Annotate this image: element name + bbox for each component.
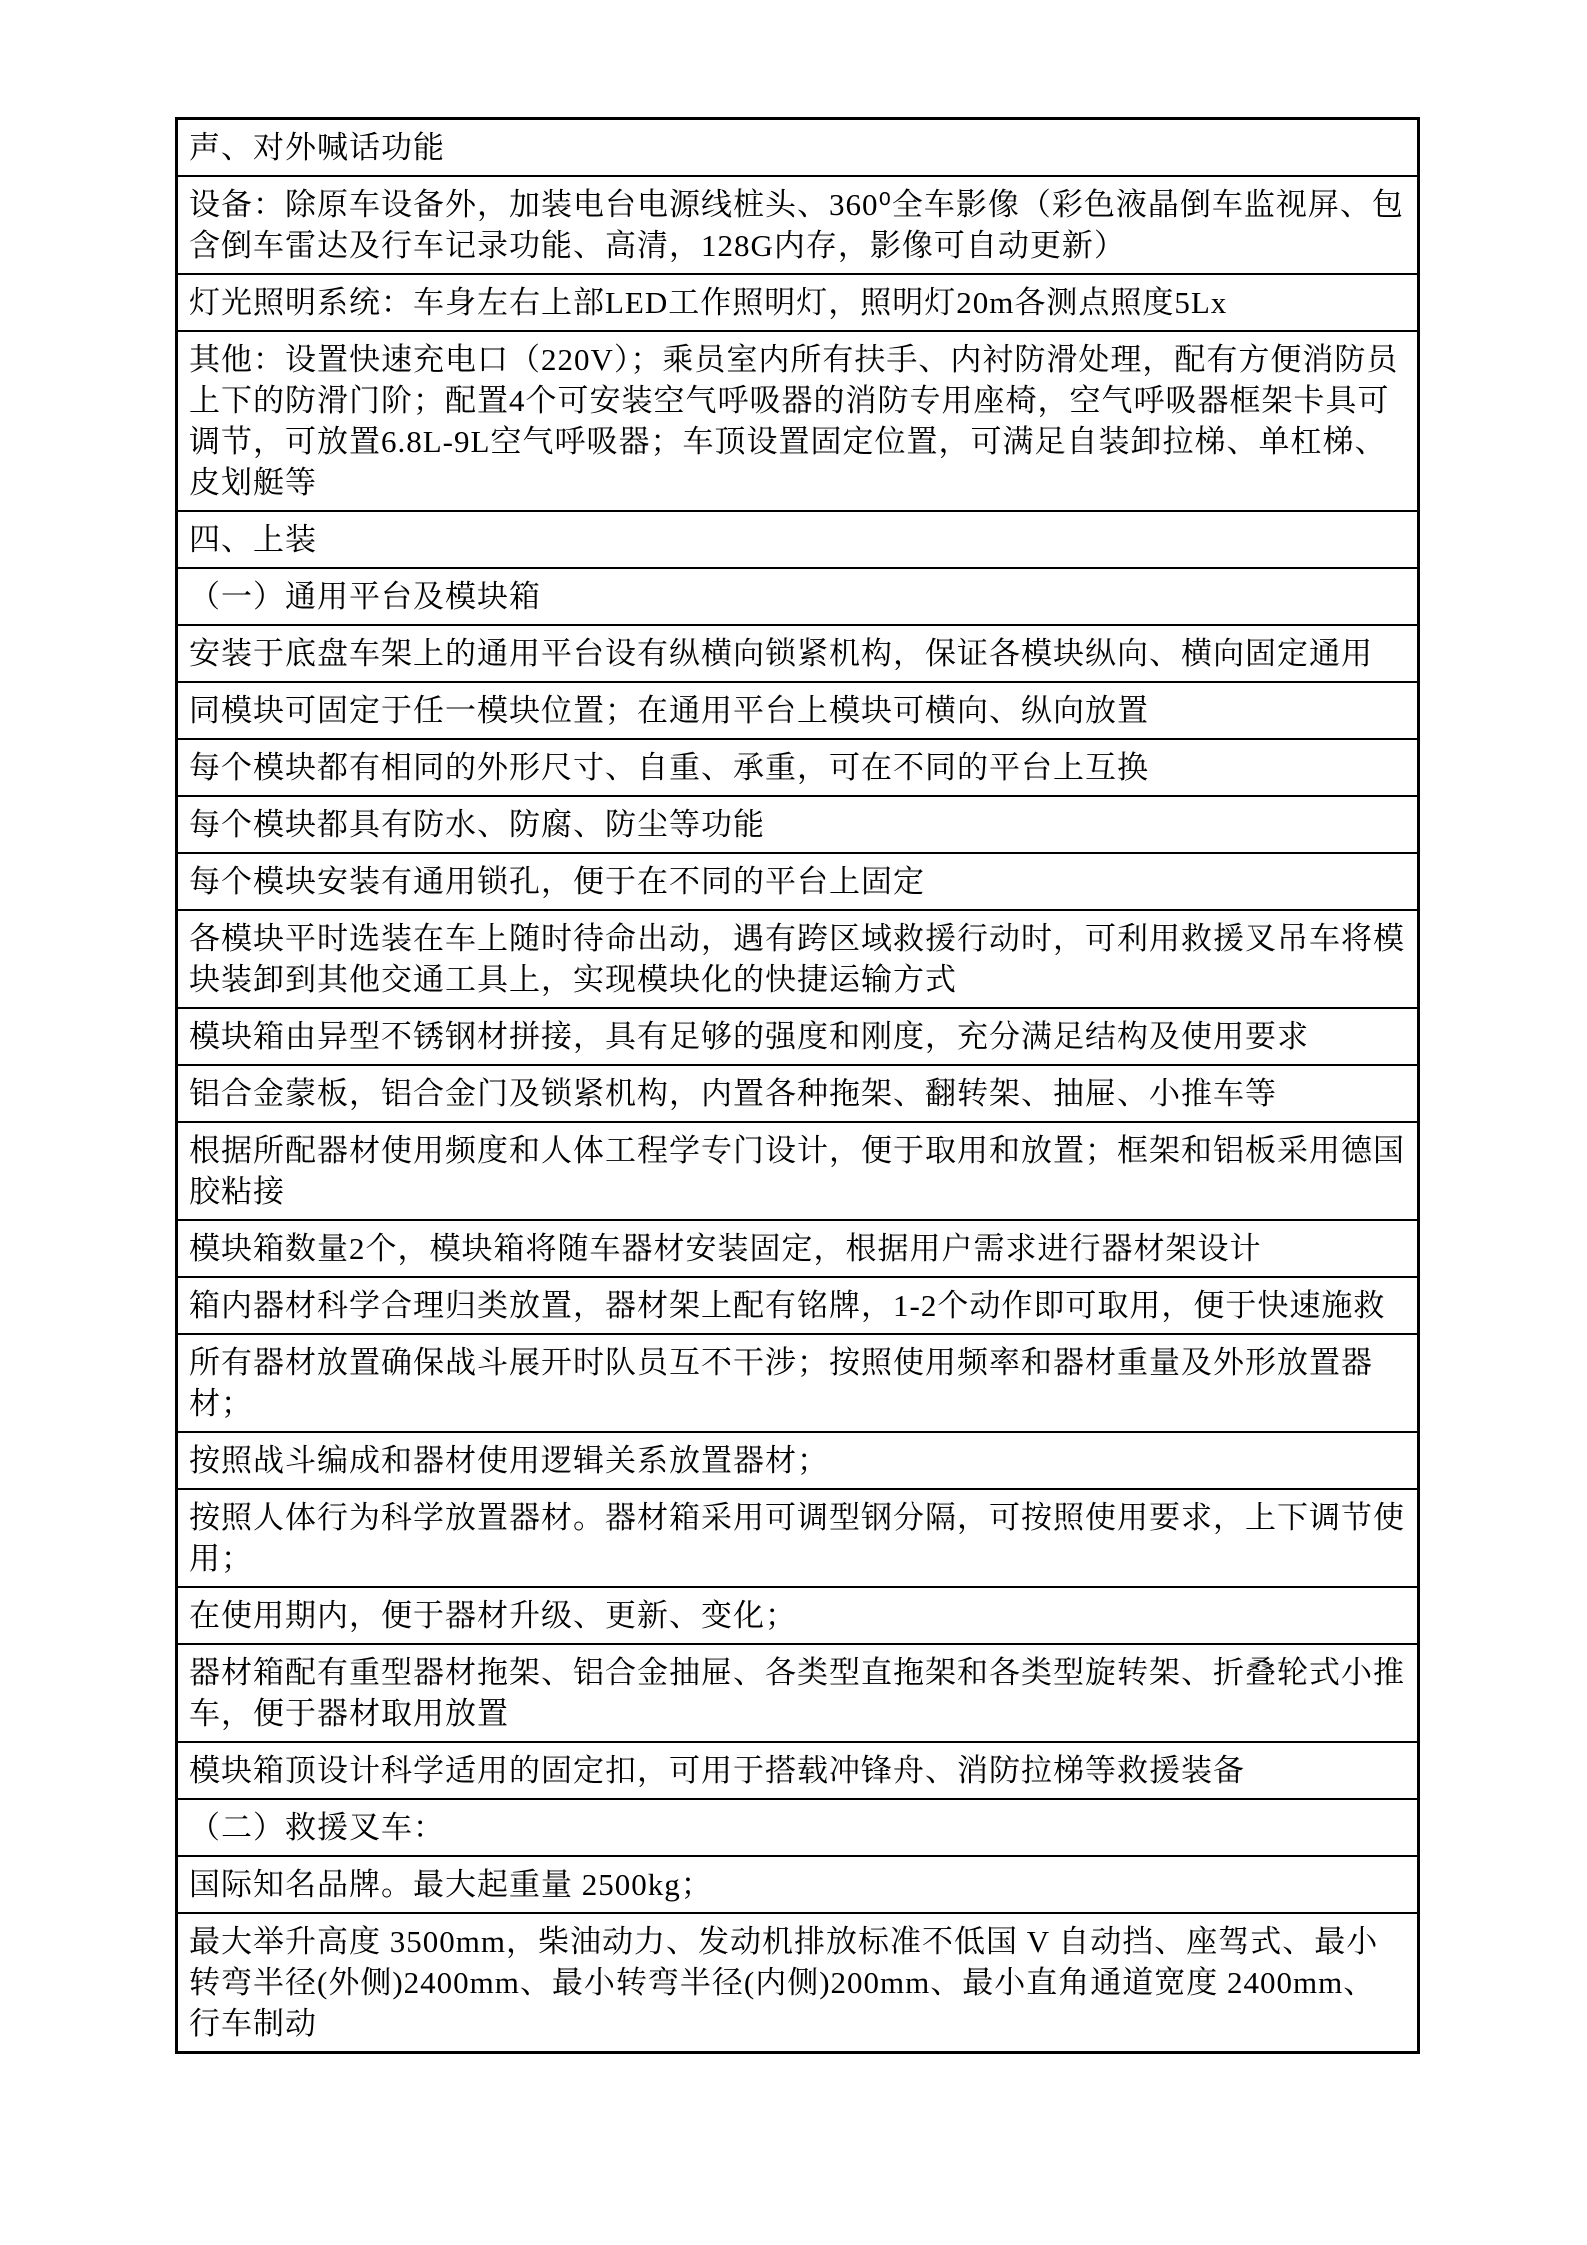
table-row: 铝合金蒙板，铝合金门及锁紧机构，内置各种拖架、翻转架、抽屉、小推车等 — [178, 1064, 1417, 1121]
table-row: 在使用期内，便于器材升级、更新、变化； — [178, 1586, 1417, 1643]
table-row: 按照人体行为科学放置器材。器材箱采用可调型钢分隔，可按照使用要求，上下调节使用； — [178, 1488, 1417, 1586]
table-row: 所有器材放置确保战斗展开时队员互不干涉；按照使用频率和器材重量及外形放置器材； — [178, 1333, 1417, 1431]
table-row: 模块箱数量2个，模块箱将随车器材安装固定，根据用户需求进行器材架设计 — [178, 1219, 1417, 1276]
table-row: 箱内器材科学合理归类放置，器材架上配有铭牌，1-2个动作即可取用，便于快速施救 — [178, 1276, 1417, 1333]
table-row: 安装于底盘车架上的通用平台设有纵横向锁紧机构，保证各模块纵向、横向固定通用 — [178, 624, 1417, 681]
table-row: 最大举升高度 3500mm，柴油动力、发动机排放标准不低国 V 自动挡、座驾式、最小转弯半径(外侧)2400mm、最小转弯半径(内侧)200mm、最小直角通道宽度 2400mm、行车制动 — [178, 1912, 1417, 2051]
spec-table — [175, 117, 1420, 2054]
table-row: 模块箱由异型不锈钢材拼接，具有足够的强度和刚度，充分满足结构及使用要求 — [178, 1007, 1417, 1064]
table-row: 其他：设置快速充电口（220V）；乘员室内所有扶手、内衬防滑处理，配有方便消防员上下的防滑门阶；配置4个可安装空气呼吸器的消防专用座椅，空气呼吸器框架卡具可调节，可放置6.8L-9L空气呼吸器；车顶设置固定位置，可满足自装卸拉梯、单杠梯、皮划艇等 — [178, 330, 1417, 510]
table-row: （二）救援叉车： — [178, 1798, 1417, 1855]
table-row: 每个模块都具有防水、防腐、防尘等功能 — [178, 795, 1417, 852]
table-row: 每个模块都有相同的外形尺寸、自重、承重，可在不同的平台上互换 — [178, 738, 1417, 795]
table-row: 模块箱顶设计科学适用的固定扣，可用于搭载冲锋舟、消防拉梯等救援装备 — [178, 1741, 1417, 1798]
table-row: 各模块平时选装在车上随时待命出动，遇有跨区域救援行动时，可利用救援叉吊车将模块装卸到其他交通工具上，实现模块化的快捷运输方式 — [178, 909, 1417, 1007]
table-row: 四、上装 — [178, 510, 1417, 567]
table-row: 器材箱配有重型器材拖架、铝合金抽屉、各类型直拖架和各类型旋转架、折叠轮式小推车，便于器材取用放置 — [178, 1643, 1417, 1741]
table-row: 声、对外喊话功能 — [189, 130, 445, 165]
table-row: 每个模块安装有通用锁孔，便于在不同的平台上固定 — [178, 852, 1417, 909]
table-row: 根据所配器材使用频度和人体工程学专门设计，便于取用和放置；框架和铝板采用德国胶粘接 — [178, 1121, 1417, 1219]
table-row: （一）通用平台及模块箱 — [178, 567, 1417, 624]
table-row: 按照战斗编成和器材使用逻辑关系放置器材； — [178, 1431, 1417, 1488]
table-row: 同模块可固定于任一模块位置；在通用平台上模块可横向、纵向放置 — [178, 681, 1417, 738]
table-row: 国际知名品牌。最大起重量 2500kg； — [178, 1855, 1417, 1912]
table-row: 设备：除原车设备外，加装电台电源线桩头、360⁰全车影像（彩色液晶倒车监视屏、包含倒车雷达及行车记录功能、高清，128G内存，影像可自动更新） — [178, 175, 1417, 273]
table-row: 灯光照明系统：车身左右上部LED工作照明灯，照明灯20m各测点照度5Lx — [178, 273, 1417, 330]
